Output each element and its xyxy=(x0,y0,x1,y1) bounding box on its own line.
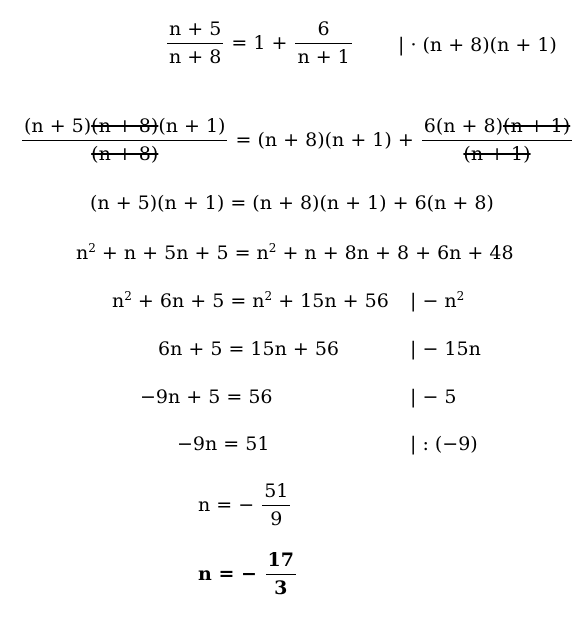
equation-step-6: 6n + 5 = 15n + 56 xyxy=(158,338,340,360)
term: n xyxy=(76,242,89,264)
term: n xyxy=(112,290,125,312)
exponent: 2 xyxy=(268,241,277,255)
lhs-term xyxy=(198,565,257,584)
numerator: 6 xyxy=(295,20,351,44)
term: + 15n + 56 xyxy=(272,290,389,312)
result-fraction xyxy=(266,551,296,598)
term: | − n xyxy=(410,290,457,312)
equation-step-4 xyxy=(76,242,514,263)
numerator: 17 xyxy=(266,551,296,575)
numerator xyxy=(22,117,227,141)
numerator-factor: (n + 1) xyxy=(158,115,226,137)
rhs-fraction xyxy=(295,20,351,67)
step-7-operation-note: | − 5 xyxy=(410,386,457,408)
equation-step-1 xyxy=(165,20,354,67)
cancelled-factor: (n + 8) xyxy=(91,143,159,165)
exponent: 2 xyxy=(88,241,96,255)
result-fraction xyxy=(262,482,290,529)
equation-step-5 xyxy=(112,290,389,311)
equation-step-7: −9n + 5 = 56 xyxy=(140,386,273,408)
lhs-fraction xyxy=(22,117,227,164)
denominator: n + 8 xyxy=(169,46,222,68)
denominator xyxy=(422,141,572,164)
rhs-fraction xyxy=(422,117,572,164)
equation-step-2 xyxy=(20,117,573,164)
equals-sign: = − xyxy=(211,563,257,585)
middle-term: = (n + 8)(n + 1) + xyxy=(235,129,414,151)
exponent: 2 xyxy=(264,289,273,303)
denominator: n + 1 xyxy=(297,46,350,68)
numerator xyxy=(422,117,572,141)
lhs-term: n = − xyxy=(198,494,255,516)
equation-step-9 xyxy=(198,482,292,529)
numerator-factor: 6(n + 8) xyxy=(423,115,504,137)
step-8-operation-note: | : (−9) xyxy=(410,433,478,455)
cancelled-factor: (n + 1) xyxy=(503,115,571,137)
denominator xyxy=(22,141,227,164)
numerator-factor: (n + 5) xyxy=(24,115,92,137)
lhs-fraction xyxy=(167,20,223,67)
equation-step-3: (n + 5)(n + 1) = (n + 8)(n + 1) + 6(n + 8) xyxy=(90,192,494,214)
exponent: 2 xyxy=(456,289,465,303)
numerator: 51 xyxy=(262,482,290,506)
final-answer xyxy=(198,551,298,598)
denominator: 3 xyxy=(274,577,288,599)
variable: n xyxy=(198,563,212,585)
cancelled-factor: (n + 8) xyxy=(91,115,159,137)
cancelled-factor: (n + 1) xyxy=(463,143,531,165)
equation-step-8: −9n = 51 xyxy=(177,433,270,455)
term: + n + 8n + 8 + 6n + 48 xyxy=(276,242,514,264)
equals-term: = 1 + xyxy=(231,32,288,54)
exponent: 2 xyxy=(124,289,132,303)
step-6-operation-note: | − 15n xyxy=(410,338,481,360)
term: + 6n + 5 = n xyxy=(131,290,265,312)
step-1-operation-note: | · (n + 8)(n + 1) xyxy=(398,34,557,56)
denominator: 9 xyxy=(270,508,283,530)
step-5-operation-note xyxy=(410,290,464,311)
numerator: n + 5 xyxy=(167,20,223,44)
term: + n + 5n + 5 = n xyxy=(95,242,269,264)
